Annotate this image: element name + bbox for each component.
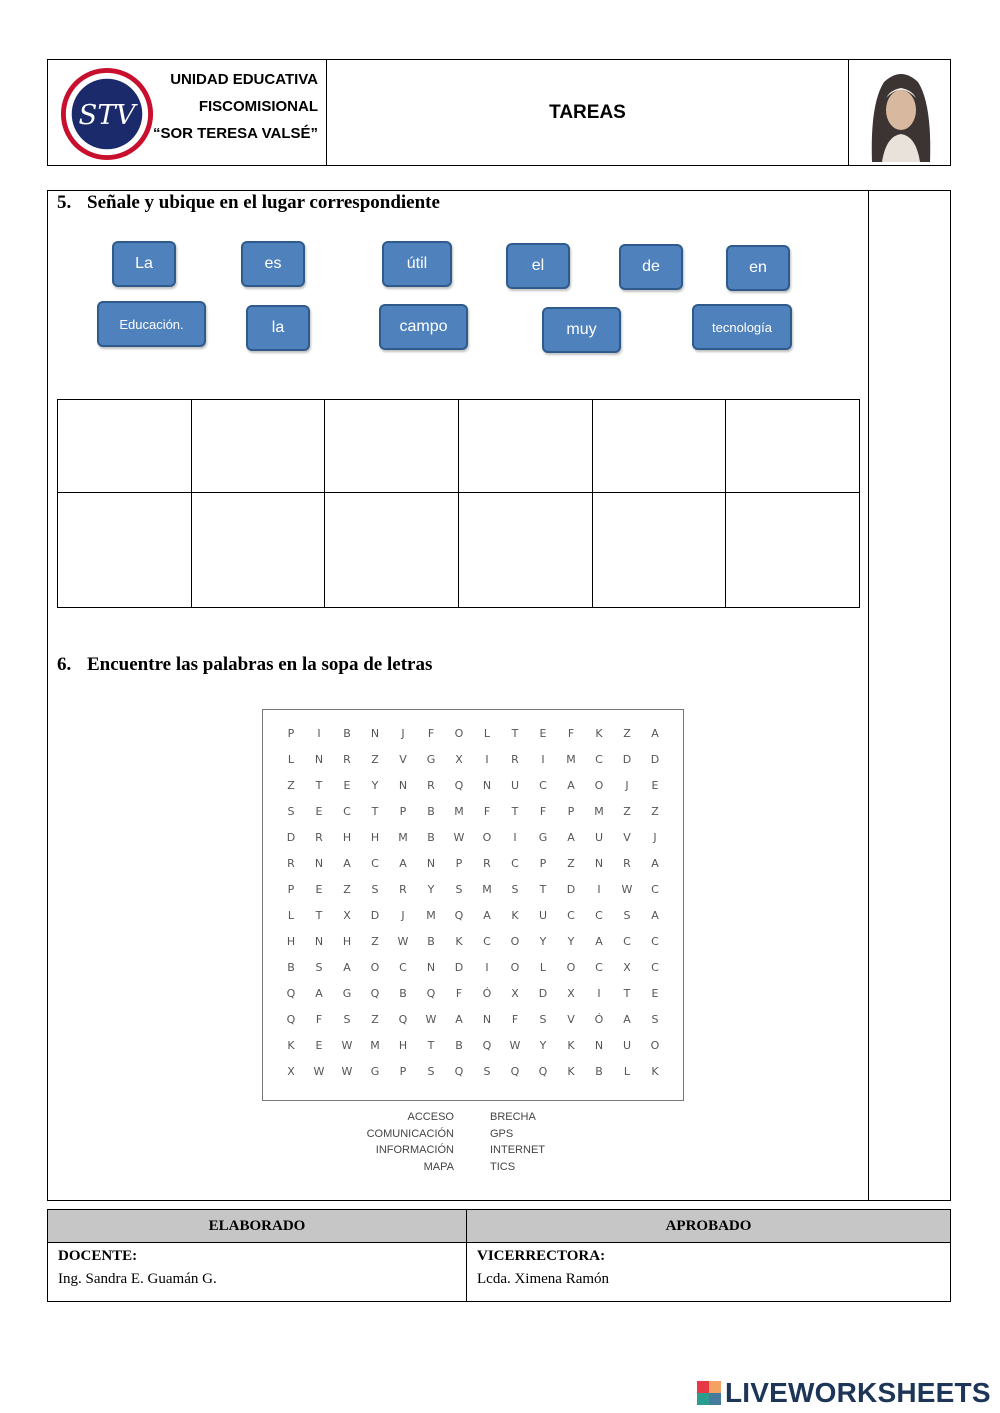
word-search-letter[interactable]: S [343,1013,351,1026]
word-search-letter[interactable]: S [287,805,295,818]
word-card-educacion[interactable]: Educación. [97,301,206,347]
word-search-letter[interactable]: X [343,909,351,922]
word-search-letter[interactable]: I [317,727,321,740]
word-search-letter[interactable]: O [566,961,576,974]
word-search-letter[interactable]: A [651,857,659,870]
word-search-letter[interactable]: U [594,831,604,844]
word-search-letter[interactable]: H [370,831,380,844]
word-search-letter[interactable]: F [511,1013,519,1026]
drop-cell[interactable] [458,493,592,608]
word-search-letter[interactable]: P [539,857,547,870]
word-search-letter[interactable]: M [454,805,464,818]
word-search-letter[interactable]: K [287,1039,295,1052]
school-name [153,66,318,147]
word-search-letter[interactable]: F [483,805,491,818]
word-search-letter[interactable]: C [623,935,631,948]
word-search-letter[interactable]: A [651,909,659,922]
word-card-La[interactable]: La [112,241,176,287]
word-search-letter[interactable]: N [314,753,324,766]
liveworksheets-brand[interactable] [697,1378,991,1408]
word-search-letter[interactable]: I [541,753,545,766]
word-search-letter[interactable]: W [341,1039,353,1052]
word-search-row [263,1039,683,1065]
word-search-letter[interactable]: Q [370,987,380,1000]
word-search-letter[interactable]: S [623,909,631,922]
word-search-letter[interactable]: M [482,883,492,896]
word-card-la[interactable]: la [246,305,310,351]
drop-cell[interactable] [58,400,192,493]
word-search-letter[interactable]: U [510,779,520,792]
word-search-letter[interactable]: A [623,1013,631,1026]
word-search-letter[interactable]: W [313,1065,325,1078]
word-search-letter[interactable]: Y [539,1039,547,1052]
school-name-line2: FISCOMISIONAL [198,98,318,115]
word-card-el[interactable]: el [506,243,570,289]
word-search-letter[interactable]: K [567,1039,575,1052]
word-search-letter[interactable]: X [455,753,463,766]
word-search-letter[interactable]: Z [371,1013,379,1026]
elaborated-name: Ing. Sandra E. Guamán G. [58,1271,217,1287]
question-6-text: Encuentre las palabras en la sopa de letras [87,654,433,675]
word-search-letter[interactable]: P [287,727,295,740]
school-name-line1: UNIDAD EDUCATIVA [170,71,318,88]
word-search-letter[interactable]: O [510,935,520,948]
word-card-tecnologia[interactable]: tecnología [692,304,792,350]
word-search-letter[interactable]: B [455,1039,463,1052]
word-search-letter[interactable]: G [426,753,436,766]
word-search-letter[interactable]: M [426,909,436,922]
word-list-left [367,1109,454,1175]
word-search-letter[interactable]: J [625,779,629,792]
page-title: TAREAS [549,101,626,123]
word-search-letter[interactable]: K [567,1065,575,1078]
word-card-de[interactable]: de [619,244,683,290]
elaborated-role: DOCENTE: [58,1248,138,1264]
word-search-letter[interactable]: Q [510,1065,520,1078]
word-search-letter[interactable]: L [483,727,491,740]
word-search-letter[interactable]: B [427,805,435,818]
word-search-letter[interactable]: B [287,961,295,974]
word-search-letter[interactable]: C [651,935,659,948]
drop-cell[interactable] [325,493,459,608]
word-search-letter[interactable]: Z [623,727,631,740]
word-search-letter[interactable]: I [485,753,489,766]
school-block [48,60,327,165]
word-search-letter[interactable]: V [399,753,407,766]
word-search-letter[interactable]: Ó [482,987,492,1000]
approved-name: Lcda. Ximena Ramón [477,1271,610,1287]
word-search-row [263,987,683,1013]
word-search-letter[interactable]: W [509,1039,521,1052]
word-search-letter[interactable]: A [567,779,575,792]
word-search-letter[interactable]: U [622,1039,632,1052]
word-search-letter[interactable]: A [651,727,659,740]
word-search-letter[interactable]: Q [454,909,464,922]
word-search-letter[interactable]: G [342,987,352,1000]
word-search-letter[interactable]: M [398,831,408,844]
word-list-item: BRECHA [490,1111,536,1123]
word-search-letter[interactable]: Q [454,779,464,792]
word-search-letter[interactable]: Y [567,935,575,948]
word-search-letter[interactable]: R [343,753,351,766]
word-search-letter[interactable]: E [343,779,351,792]
word-search-letter[interactable]: C [399,961,407,974]
question-5-text: Señale y ubique en el lugar correspondiente [87,192,440,213]
word-search-letter[interactable]: D [650,753,660,766]
word-search-letter[interactable]: C [371,857,379,870]
document-header [47,59,951,166]
word-search-letter[interactable]: T [371,805,379,818]
word-search-letter[interactable]: D [454,961,464,974]
word-search-letter[interactable]: V [623,831,631,844]
word-search-letter[interactable]: S [315,961,323,974]
word-search-letter[interactable]: C [539,779,547,792]
word-search-letter[interactable]: Q [538,1065,548,1078]
word-search-letter[interactable]: E [315,1039,323,1052]
word-search-letter[interactable]: I [513,831,517,844]
word-list-item: ACCESO [407,1111,454,1123]
word-search-letter[interactable]: D [370,909,380,922]
drop-cell[interactable] [592,493,726,608]
word-search-letter[interactable]: Q [426,987,436,1000]
approved-cell [467,1243,951,1302]
word-search-letter[interactable]: A [343,857,351,870]
word-search-letter[interactable]: N [370,727,380,740]
word-search-letter[interactable]: T [511,805,519,818]
word-search-letter[interactable]: S [427,1065,435,1078]
word-search-letter[interactable]: Ó [594,1013,604,1026]
word-search-letter[interactable]: N [482,1013,492,1026]
word-search-letter[interactable]: J [401,727,405,740]
word-search-letter[interactable]: P [567,805,575,818]
question-6-number: 6. [57,654,72,675]
word-list-item: INFORMACIÓN [375,1144,454,1156]
word-search-letter[interactable]: S [539,1013,547,1026]
svg-text:STV: STV [78,99,136,131]
word-search-letter[interactable]: D [566,883,576,896]
word-search-letter[interactable]: S [511,883,519,896]
word-search-letter[interactable]: T [315,779,323,792]
word-search-letter[interactable]: C [483,935,491,948]
word-search-row [263,805,683,831]
drop-cell[interactable] [58,493,192,608]
question-5-title [57,192,440,214]
word-search-letter[interactable]: N [482,779,492,792]
word-search-letter[interactable]: H [398,1039,408,1052]
word-search-letter[interactable]: E [651,987,659,1000]
word-search-letter[interactable]: A [343,961,351,974]
word-list-item: COMUNICACIÓN [366,1127,454,1140]
word-search-letter[interactable]: C [595,753,603,766]
word-search-letter[interactable]: O [482,831,492,844]
word-search-letter[interactable]: P [287,883,295,896]
word-search-letter[interactable]: O [510,961,520,974]
word-search-letter[interactable]: T [623,987,631,1000]
word-search-letter[interactable]: E [651,779,659,792]
word-search-letter[interactable]: Q [286,987,296,1000]
word-search-row [263,727,683,753]
word-search-row [263,909,683,935]
word-search-letter[interactable]: R [399,883,407,896]
word-search-letter[interactable]: S [455,883,463,896]
brand-name: LIVEWORKSHEETS [725,1377,991,1408]
word-search-letter[interactable]: M [566,753,576,766]
word-search-letter[interactable]: N [426,857,436,870]
word-search-letter[interactable]: C [595,961,603,974]
word-search-letter[interactable]: M [594,805,604,818]
word-search-letter[interactable]: R [315,831,323,844]
word-search-letter[interactable]: E [539,727,547,740]
word-search-letter[interactable]: Q [482,1039,492,1052]
school-logo-icon [58,65,156,163]
word-search-letter[interactable]: T [539,883,547,896]
word-search-letter[interactable]: X [511,987,519,1000]
word-search-letter[interactable]: H [286,935,296,948]
word-search-letter[interactable]: C [567,909,575,922]
word-search-letter[interactable]: C [343,805,351,818]
word-search-row [263,831,683,857]
word-search-letter[interactable]: E [315,805,323,818]
word-search-row [263,883,683,909]
word-search-letter[interactable]: Z [623,805,631,818]
word-search-letter[interactable]: A [595,935,603,948]
word-search-row [263,779,683,805]
word-search-letter[interactable]: J [653,831,657,844]
word-search-letter[interactable]: O [650,1039,660,1052]
word-search-grid[interactable] [262,709,684,1101]
drop-cell[interactable] [726,493,860,608]
word-search-letter[interactable]: A [399,857,407,870]
word-search-row [263,1065,683,1091]
word-search-letter[interactable]: H [342,831,352,844]
word-search-letter[interactable]: O [370,961,380,974]
word-search-letter[interactable]: X [623,961,631,974]
word-search-letter[interactable]: R [483,857,491,870]
word-search-letter[interactable]: Z [343,883,351,896]
word-search-letter[interactable]: Z [287,779,295,792]
word-search-letter[interactable]: F [455,987,463,1000]
word-search-letter[interactable]: F [427,727,435,740]
word-list-item: INTERNET [490,1144,545,1156]
word-search-letter[interactable]: C [651,961,659,974]
word-search-letter[interactable]: D [286,831,296,844]
word-search-row [263,857,683,883]
word-search-letter[interactable]: Y [427,883,435,896]
drop-cell[interactable] [325,400,459,493]
word-search-letter[interactable]: R [623,857,631,870]
word-search-letter[interactable]: G [370,1065,380,1078]
drop-cell[interactable] [592,400,726,493]
word-list-item: GPS [490,1127,514,1140]
word-search-letter[interactable]: N [398,779,408,792]
approval-table [47,1209,951,1302]
word-list-item: MAPA [423,1160,454,1173]
word-search-letter[interactable]: N [594,1039,604,1052]
word-search-letter[interactable]: F [567,727,575,740]
word-search-letter[interactable]: B [595,1065,603,1078]
word-search-letter[interactable]: I [597,987,601,1000]
word-search-letter[interactable]: S [371,883,379,896]
word-search-letter[interactable]: C [651,883,659,896]
question-5-number: 5. [57,192,72,213]
word-list-item: TICS [490,1160,516,1173]
approved-header: APROBADO [467,1210,951,1243]
word-search-letter[interactable]: R [427,779,435,792]
word-search-letter[interactable]: O [454,727,464,740]
question-6-title [57,654,432,676]
elaborated-header: ELABORADO [48,1210,467,1243]
word-search-letter[interactable]: L [287,909,295,922]
portrait-block [848,60,950,165]
word-search-letter[interactable]: O [594,779,604,792]
word-search-letter[interactable]: F [539,805,547,818]
word-search-letter[interactable]: E [315,883,323,896]
word-search-letter[interactable]: P [399,805,407,818]
word-search-letter[interactable]: B [399,987,407,1000]
school-name-line3: “SOR TERESA VALSÉ” [152,125,318,142]
word-search-letter[interactable]: B [427,831,435,844]
drop-cell[interactable] [458,400,592,493]
word-search-letter[interactable]: L [539,961,547,974]
drop-cell[interactable] [191,493,325,608]
word-search-letter[interactable]: K [455,935,463,948]
word-search-letter[interactable]: M [370,1039,380,1052]
word-search-letter[interactable]: Z [371,935,379,948]
word-search-letter[interactable]: Z [371,753,379,766]
word-search-letter[interactable]: X [287,1065,295,1078]
word-search-letter[interactable]: N [426,961,436,974]
word-search-letter[interactable]: W [425,1013,437,1026]
word-search-letter[interactable]: S [651,1013,659,1026]
word-search-letter[interactable]: K [511,909,519,922]
word-search-letter[interactable]: R [511,753,519,766]
word-card-en[interactable]: en [726,245,790,291]
approved-role: VICERRECTORA: [477,1248,606,1264]
word-search-letter[interactable]: T [511,727,519,740]
word-search-letter[interactable]: B [427,935,435,948]
word-search-letter[interactable]: U [538,909,548,922]
word-search-letter[interactable]: K [595,727,603,740]
word-card-es[interactable]: es [241,241,305,287]
word-search-letter[interactable]: H [342,935,352,948]
word-search-letter[interactable]: Y [371,779,379,792]
word-search-letter[interactable]: W [621,883,633,896]
elaborated-cell [48,1243,467,1302]
word-search-letter[interactable]: B [343,727,351,740]
word-search-letter[interactable]: C [595,909,603,922]
word-search-letter[interactable]: N [314,935,324,948]
word-search-letter[interactable]: Z [651,805,659,818]
word-search-letter[interactable]: W [397,935,409,948]
word-card-util[interactable]: útil [382,241,452,287]
word-search-letter[interactable]: A [315,987,323,1000]
word-search-letter[interactable]: C [511,857,519,870]
word-search-letter[interactable]: D [538,987,548,1000]
word-search-letter[interactable]: Q [286,1013,296,1026]
drop-cell[interactable] [191,400,325,493]
word-search-letter[interactable]: L [287,753,295,766]
word-search-letter[interactable]: G [538,831,548,844]
word-search-letter[interactable]: T [315,909,323,922]
word-search-letter[interactable]: Z [567,857,575,870]
word-search-letter[interactable]: Y [539,935,547,948]
word-search-letter[interactable]: I [597,883,601,896]
drop-cell[interactable] [726,400,860,493]
word-search-letter[interactable]: K [651,1065,659,1078]
word-list-right [490,1109,545,1175]
word-search-letter[interactable]: P [399,1065,407,1078]
word-search-letter[interactable]: I [485,961,489,974]
activity-panel [47,190,951,1201]
word-search-letter[interactable]: J [401,909,405,922]
word-search-row [263,961,683,987]
liveworksheets-logo-icon [697,1381,721,1405]
word-search-letter[interactable]: A [567,831,575,844]
word-search-letter[interactable]: D [622,753,632,766]
word-search-letter[interactable]: P [455,857,463,870]
word-search-letter[interactable]: A [455,1013,463,1026]
word-search-row [263,1013,683,1039]
word-search-letter[interactable]: W [341,1065,353,1078]
word-search-letter[interactable]: T [427,1039,435,1052]
word-search-letter[interactable]: W [453,831,465,844]
word-search-letter[interactable]: R [287,857,295,870]
word-search-letter[interactable]: A [483,909,491,922]
word-search-letter[interactable]: Q [454,1065,464,1078]
answer-drop-grid [57,399,860,608]
word-search-letter[interactable]: X [567,987,575,1000]
portrait-image [862,64,940,162]
word-search-letter[interactable]: L [623,1065,631,1078]
word-card-campo[interactable]: campo [379,304,468,350]
word-search-letter[interactable]: N [314,857,324,870]
word-search-letter[interactable]: S [483,1065,491,1078]
word-search-letter[interactable]: V [567,1013,575,1026]
word-search-letter[interactable]: N [594,857,604,870]
word-card-muy[interactable]: muy [542,307,621,353]
word-search-letter[interactable]: F [315,1013,323,1026]
word-search-letter[interactable]: Q [398,1013,408,1026]
word-search-row [263,935,683,961]
panel-divider [868,191,869,1200]
word-search-row [263,753,683,779]
